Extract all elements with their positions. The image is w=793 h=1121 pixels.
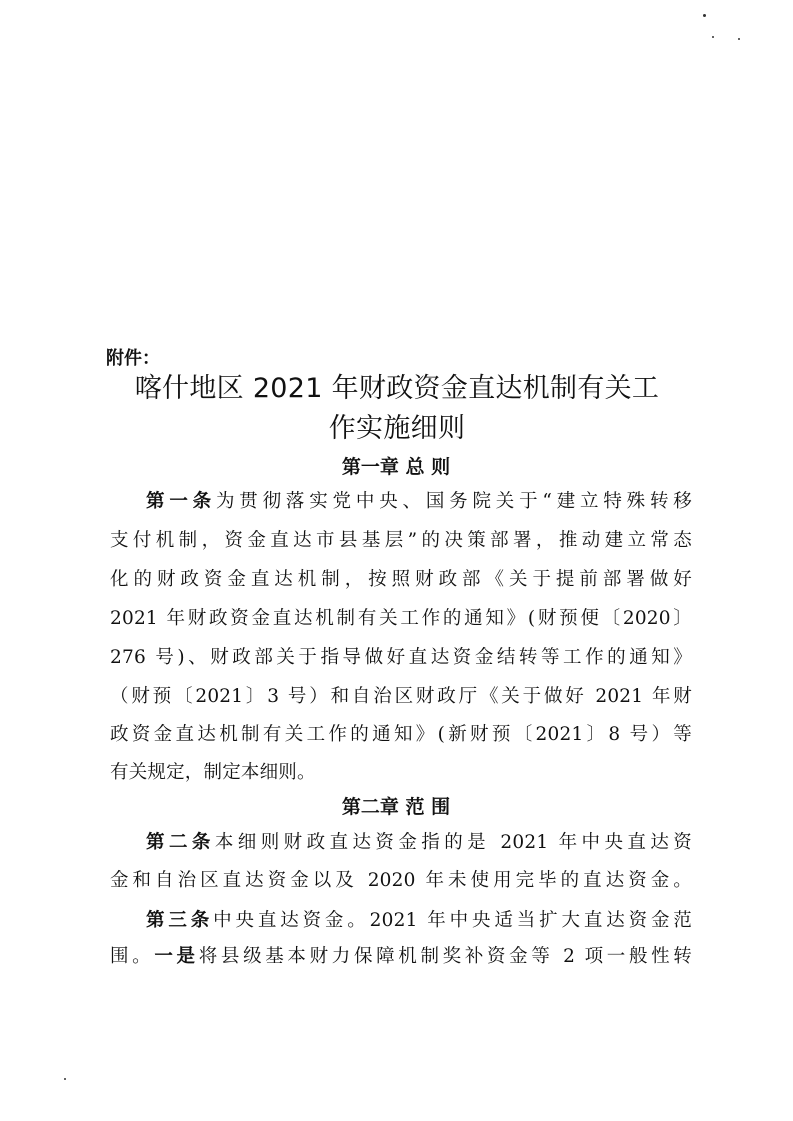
article-1-line-4: 2021 年财政资金直达机制有关工作的通知》(财预便〔2020〕 (110, 608, 692, 629)
article-1-line-2: 支付机制，资金直达市县基层”的决策部署，推动建立常态 (110, 530, 692, 551)
scan-speck (738, 38, 740, 40)
item-one-marker: 一是 (154, 946, 199, 967)
article-1-heading: 第一条 (146, 491, 216, 512)
scan-speck (712, 36, 714, 38)
document-title (90, 369, 704, 449)
title-line-2: 作实施细则 (328, 413, 466, 444)
article-3-line-1: 第三条中央直达资金。2021 年中央适当扩大直达资金范 (146, 910, 693, 931)
article-1-line-5: 276 号)、财政部关于指导做好直达资金结转等工作的通知》 (110, 647, 692, 668)
scan-speck (64, 1078, 66, 1080)
article-2-line-2: 金和自治区直达资金以及 2020 年未使用完毕的直达资金。 (110, 870, 692, 891)
article-3-heading: 第三条 (146, 910, 214, 931)
article-1-line-3: 化的财政资金直达机制，按照财政部《关于提前部署做好 (110, 569, 692, 590)
attachment-label: 附件： (106, 348, 160, 369)
article-2-line-1: 第二条本细则财政直达资金指的是 2021 年中央直达资 (146, 832, 692, 853)
article-1-line-1: 第一条为贯彻落实党中央、国务院关于“建立特殊转移 (146, 491, 692, 512)
title-line-1: 喀什地区 2021 年财政资金直达机制有关工 (134, 373, 660, 404)
article-1-line-8: 有关规定，制定本细则。 (110, 762, 316, 783)
article-2-heading: 第二条 (146, 832, 215, 853)
chapter-heading-2: 第二章 范 围 (341, 796, 451, 818)
article-1-line-6: （财预〔2021〕3 号）和自治区财政厅《关于做好 2021 年财 (110, 686, 692, 707)
scan-speck (703, 14, 706, 17)
article-3-line-2: 围。一是将县级基本财力保障机制奖补资金等 2 项一般性转 (110, 946, 692, 967)
chapter-heading-1: 第一章 总 则 (341, 456, 451, 478)
article-1-line-7: 政资金直达机制有关工作的通知》(新财预〔2021〕8 号）等 (110, 724, 692, 745)
